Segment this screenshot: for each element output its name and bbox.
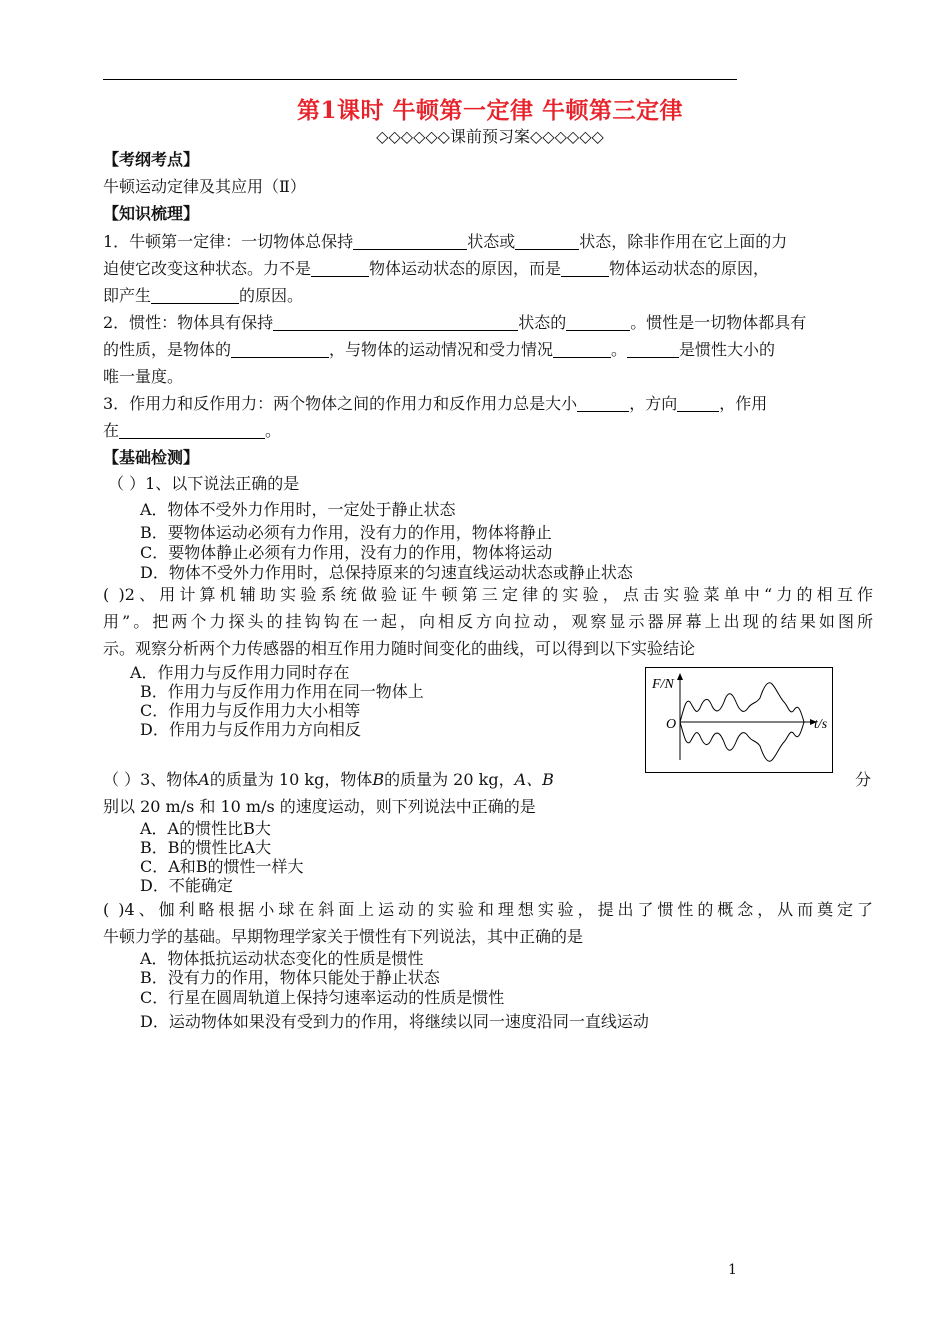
blank xyxy=(353,231,467,250)
knowledge-p3-line2 xyxy=(103,419,281,443)
knowledge-p2-line3: 唯一量度。 xyxy=(103,367,184,386)
text: ，作用 xyxy=(719,394,768,413)
blank xyxy=(515,231,579,250)
q4-option-d: D．运动物体如果没有受到力的作用，将继续以同一速度沿同一直线运动 xyxy=(140,1012,649,1031)
question-1-stem: （ ）1、以下说法正确的是 xyxy=(108,474,300,493)
q3-option-d: D．不能确定 xyxy=(140,876,233,895)
blank xyxy=(627,339,679,358)
blank xyxy=(553,339,611,358)
text: 物体运动状态的原因，而是 xyxy=(369,259,562,278)
text: 即产生 xyxy=(103,286,152,305)
text: 3．作用力和反作用力：两个物体之间的作用力和反作用力总是大小 xyxy=(103,394,578,413)
text: 在 xyxy=(103,421,120,440)
blank xyxy=(231,339,329,358)
q1-option-a: A．物体不受外力作用时，一定处于静止状态 xyxy=(140,500,456,519)
basic-test-header: 【基础检测】 xyxy=(103,448,200,467)
y-axis-arrow xyxy=(677,673,683,680)
page-title: 第1课时 牛顿第一定律 牛顿第三定律 xyxy=(296,97,684,124)
q2-option-d: D．作用力与反作用力方向相反 xyxy=(140,720,361,739)
blank xyxy=(119,420,265,439)
q2-option-b: B．作用力与反作用力作用在同一物体上 xyxy=(140,682,424,701)
text: 的性质，是物体的 xyxy=(103,340,232,359)
text: 状态或 xyxy=(467,232,516,251)
q4-option-a: A．物体抵抗运动状态变化的性质是惯性 xyxy=(140,949,424,968)
blank xyxy=(311,258,369,277)
text: 。 xyxy=(265,421,282,440)
knowledge-p1-line3 xyxy=(103,284,303,308)
question-3-stem-line2: 别以 20 m/s 和 10 m/s 的速度运动，则下列说法中正确的是 xyxy=(103,797,536,816)
q4-option-c: C．行星在圆周轨道上保持匀速率运动的性质是惯性 xyxy=(140,988,505,1007)
text: 。惯性是一切物体都具有 xyxy=(630,313,807,332)
knowledge-p2-line1 xyxy=(103,311,806,335)
knowledge-p1-line1 xyxy=(103,230,787,254)
origin-label: O xyxy=(666,717,677,732)
y-axis-label: F/N xyxy=(652,677,674,692)
page-number: 1 xyxy=(728,1262,737,1278)
force-curve-lower xyxy=(680,722,804,761)
question-2-stem-line1: ( )2、用计算机辅助实验系统做验证牛顿第三定律的实验，点击实验菜单中“力的相互作 xyxy=(103,585,873,604)
force-time-graph xyxy=(645,667,833,773)
page-subtitle: ◇◇◇◇◇◇课前预习案◇◇◇◇◇◇ xyxy=(376,127,604,146)
text: 2．惯性：物体具有保持 xyxy=(103,313,274,332)
question-3-stem-line1 xyxy=(103,768,554,792)
force-curve-upper xyxy=(680,683,804,722)
text: （ ）3、物体 xyxy=(103,770,199,789)
question-2-stem-line2: 用”。把两个力探头的挂钩钩在一起，向相反方向拉动，观察显示器屏幕上出现的结果如图所 xyxy=(103,612,873,631)
q2-option-a: A．作用力与反作用力同时存在 xyxy=(130,663,350,682)
knowledge-p2-line2 xyxy=(103,338,775,362)
question-3-stem-line1-end: 分 xyxy=(855,770,872,789)
q4-option-b: B．没有力的作用，物体只能处于静止状态 xyxy=(140,968,440,987)
q3-option-b: B．B的惯性比A大 xyxy=(140,838,272,857)
q3-option-c: C．A和B的惯性一样大 xyxy=(140,857,304,876)
q1-option-d: D．物体不受外力作用时，总保持原来的匀速直线运动状态或静止状态 xyxy=(140,563,633,582)
text: 是惯性大小的 xyxy=(679,340,776,359)
variable: A、B xyxy=(514,770,554,789)
q2-option-c: C．作用力与反作用力大小相等 xyxy=(140,701,361,720)
text: 状态，除非作用在它上面的力 xyxy=(579,232,788,251)
x-axis-label: t/s xyxy=(814,717,828,732)
blank xyxy=(561,258,609,277)
text: 物体运动状态的原因， xyxy=(609,259,770,278)
blank xyxy=(677,393,719,412)
text: 的质量为 20 kg， xyxy=(384,770,515,789)
text: 状态的 xyxy=(518,313,567,332)
blank xyxy=(577,393,629,412)
exam-points-header: 【考纲考点】 xyxy=(103,150,200,169)
text: 。 xyxy=(611,340,628,359)
text: ，方向 xyxy=(629,394,678,413)
question-2-stem-line3: 示。观察分析两个力传感器的相互作用力随时间变化的曲线，可以得到以下实验结论 xyxy=(103,639,696,658)
header-rule xyxy=(103,79,737,80)
text: 1．牛顿第一定律：一切物体总保持 xyxy=(103,232,354,251)
force-time-graph-svg xyxy=(646,668,832,772)
q3-option-a: A．A的惯性比B大 xyxy=(140,819,271,838)
variable: A xyxy=(198,770,210,789)
text: 的原因。 xyxy=(239,286,304,305)
q1-option-b: B．要物体运动必须有力作用，没有力的作用，物体将静止 xyxy=(140,523,552,542)
text: 迫使它改变这种状态。力不是 xyxy=(103,259,312,278)
text: ，与物体的运动情况和受力情况 xyxy=(329,340,554,359)
blank xyxy=(273,312,518,331)
q1-option-c: C．要物体静止必须有力作用，没有力的作用，物体将运动 xyxy=(140,543,553,562)
question-4-stem-line1: ( )4、伽利略根据小球在斜面上运动的实验和理想实验，提出了惯性的概念，从而奠定了 xyxy=(103,900,873,919)
knowledge-p1-line2 xyxy=(103,257,769,281)
knowledge-p3-line1 xyxy=(103,392,767,416)
question-4-stem-line2: 牛顿力学的基础。早期物理学家关于惯性有下列说法，其中正确的是 xyxy=(103,927,584,946)
variable: B xyxy=(372,770,385,789)
text: 的质量为 10 kg，物体 xyxy=(209,770,373,789)
blank xyxy=(566,312,630,331)
knowledge-header: 【知识梳理】 xyxy=(103,204,200,223)
blank xyxy=(151,285,239,304)
exam-points-text: 牛顿运动定律及其应用（Ⅱ） xyxy=(103,177,306,196)
